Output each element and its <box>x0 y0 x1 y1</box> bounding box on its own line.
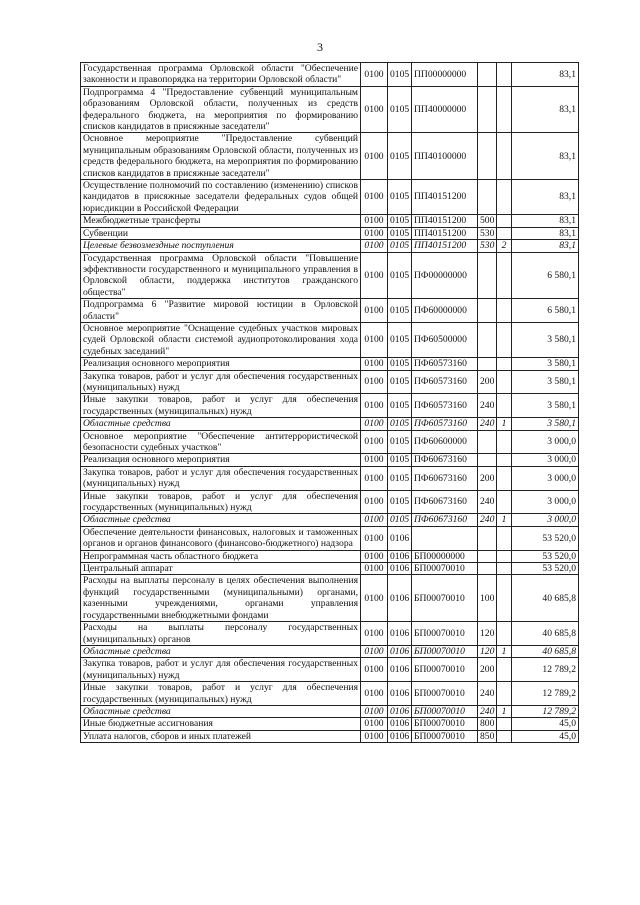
target-article-code-cell: ПП00000000 <box>412 63 478 87</box>
expense-type-code-cell <box>478 133 497 180</box>
amount-cell: 53 520,0 <box>512 563 579 575</box>
section-code-cell: 0100 <box>361 370 388 394</box>
amount-cell: 3 000,0 <box>512 490 579 514</box>
section-code-cell: 0100 <box>361 622 388 646</box>
item-name-cell: Целевые безвозмездные поступления <box>81 240 361 252</box>
funding-source-code-cell <box>497 466 512 490</box>
section-code-cell: 0100 <box>361 563 388 575</box>
item-name-cell: Областные средства <box>81 645 361 657</box>
expense-type-code-cell <box>478 550 497 562</box>
section-code-cell: 0100 <box>361 718 388 730</box>
funding-source-code-cell <box>497 682 512 706</box>
item-name-cell: Центральный аппарат <box>81 563 361 575</box>
item-name-cell: Областные средства <box>81 705 361 717</box>
table-row <box>81 682 579 706</box>
amount-cell: 3 580,1 <box>512 394 579 418</box>
target-article-code-cell: ПФ60600000 <box>412 430 478 454</box>
item-name-cell: Подпрограмма 4 "Предоставление субвенций муниципальным образованиям Орловской области, полученных из средств федерального бюджета, на мероприятия по формированию списков кандидатов в присяжные заседатели" <box>81 86 361 133</box>
target-article-code-cell: БП00070010 <box>412 645 478 657</box>
amount-cell: 83,1 <box>512 86 579 133</box>
subsection-code-cell: 0106 <box>388 658 412 682</box>
amount-cell: 83,1 <box>512 63 579 87</box>
section-code-cell: 0100 <box>361 227 388 239</box>
funding-source-code-cell <box>497 86 512 133</box>
subsection-code-cell: 0106 <box>388 718 412 730</box>
subsection-code-cell: 0105 <box>388 358 412 370</box>
section-code-cell: 0100 <box>361 215 388 227</box>
subsection-code-cell: 0105 <box>388 240 412 252</box>
subsection-code-cell: 0105 <box>388 299 412 323</box>
table-row <box>81 215 579 227</box>
subsection-code-cell: 0106 <box>388 705 412 717</box>
table-row <box>81 718 579 730</box>
item-name-cell: Иные закупки товаров, работ и услуг для обеспечения государственных (муниципальных) нужд <box>81 682 361 706</box>
table-row <box>81 180 579 215</box>
section-code-cell: 0100 <box>361 394 388 418</box>
target-article-code-cell: ПФ60673160 <box>412 490 478 514</box>
amount-cell: 3 580,1 <box>512 322 579 357</box>
target-article-code-cell: БП00070010 <box>412 658 478 682</box>
target-article-code-cell: ПП40151200 <box>412 180 478 215</box>
subsection-code-cell: 0105 <box>388 454 412 466</box>
section-code-cell: 0100 <box>361 240 388 252</box>
subsection-code-cell: 0105 <box>388 466 412 490</box>
subsection-code-cell: 0106 <box>388 526 412 550</box>
expense-type-code-cell <box>478 63 497 87</box>
subsection-code-cell: 0105 <box>388 133 412 180</box>
target-article-code-cell: БП00070010 <box>412 575 478 622</box>
table-row <box>81 575 579 622</box>
amount-cell: 40 685,8 <box>512 645 579 657</box>
table-row <box>81 526 579 550</box>
section-code-cell: 0100 <box>361 86 388 133</box>
funding-source-code-cell <box>497 622 512 646</box>
subsection-code-cell: 0106 <box>388 682 412 706</box>
section-code-cell: 0100 <box>361 682 388 706</box>
amount-cell: 40 685,8 <box>512 575 579 622</box>
subsection-code-cell: 0106 <box>388 645 412 657</box>
expense-type-code-cell: 800 <box>478 718 497 730</box>
section-code-cell: 0100 <box>361 430 388 454</box>
expense-type-code-cell <box>478 563 497 575</box>
expense-type-code-cell <box>478 252 497 299</box>
expense-type-code-cell <box>478 299 497 323</box>
subsection-code-cell: 0105 <box>388 215 412 227</box>
funding-source-code-cell <box>497 322 512 357</box>
funding-source-code-cell <box>497 563 512 575</box>
funding-source-code-cell: 1 <box>497 514 512 526</box>
amount-cell: 83,1 <box>512 215 579 227</box>
expense-type-code-cell: 240 <box>478 490 497 514</box>
item-name-cell: Основное мероприятие "Обеспечение антитеррористической безопасности судебных участков" <box>81 430 361 454</box>
subsection-code-cell: 0105 <box>388 490 412 514</box>
table-row <box>81 550 579 562</box>
target-article-code-cell: ПФ60673160 <box>412 466 478 490</box>
table-row <box>81 645 579 657</box>
funding-source-code-cell: 1 <box>497 645 512 657</box>
section-code-cell: 0100 <box>361 133 388 180</box>
item-name-cell: Закупка товаров, работ и услуг для обеспечения государственных (муниципальных) нужд <box>81 658 361 682</box>
item-name-cell: Государственная программа Орловской области "Повышение эффективности государственного и муниципального управления в Орловской области, поддержка институтов гражданского общества" <box>81 252 361 299</box>
subsection-code-cell: 0105 <box>388 227 412 239</box>
table-row <box>81 63 579 87</box>
item-name-cell: Закупка товаров, работ и услуг для обеспечения государственных (муниципальных) нужд <box>81 370 361 394</box>
table-row <box>81 490 579 514</box>
table-row <box>81 466 579 490</box>
funding-source-code-cell <box>497 526 512 550</box>
subsection-code-cell: 0105 <box>388 180 412 215</box>
subsection-code-cell: 0106 <box>388 550 412 562</box>
amount-cell: 6 580,1 <box>512 299 579 323</box>
table-row <box>81 514 579 526</box>
table-row <box>81 252 579 299</box>
item-name-cell: Иные закупки товаров, работ и услуг для обеспечения государственных (муниципальных) нужд <box>81 394 361 418</box>
expense-type-code-cell: 530 <box>478 227 497 239</box>
budget-table-body <box>81 63 579 743</box>
item-name-cell: Расходы на выплаты персоналу государственных (муниципальных) органов <box>81 622 361 646</box>
funding-source-code-cell: 1 <box>497 418 512 430</box>
expense-type-code-cell: 500 <box>478 215 497 227</box>
table-row <box>81 430 579 454</box>
amount-cell: 3 000,0 <box>512 430 579 454</box>
amount-cell: 12 789,2 <box>512 658 579 682</box>
table-row <box>81 622 579 646</box>
table-row <box>81 705 579 717</box>
funding-source-code-cell <box>497 658 512 682</box>
funding-source-code-cell <box>497 394 512 418</box>
amount-cell: 12 789,2 <box>512 682 579 706</box>
funding-source-code-cell <box>497 370 512 394</box>
expense-type-code-cell: 240 <box>478 514 497 526</box>
expense-type-code-cell: 120 <box>478 622 497 646</box>
table-row <box>81 322 579 357</box>
subsection-code-cell: 0105 <box>388 418 412 430</box>
subsection-code-cell: 0105 <box>388 322 412 357</box>
funding-source-code-cell <box>497 63 512 87</box>
target-article-code-cell: БП00070010 <box>412 682 478 706</box>
target-article-code-cell: БП00070010 <box>412 563 478 575</box>
expense-type-code-cell <box>478 86 497 133</box>
subsection-code-cell: 0106 <box>388 563 412 575</box>
amount-cell: 3 580,1 <box>512 418 579 430</box>
table-row <box>81 358 579 370</box>
target-article-code-cell: ПП40000000 <box>412 86 478 133</box>
table-row <box>81 299 579 323</box>
expense-type-code-cell <box>478 322 497 357</box>
target-article-code-cell: ПП40151200 <box>412 240 478 252</box>
amount-cell: 3 580,1 <box>512 370 579 394</box>
item-name-cell: Уплата налогов, сборов и иных платежей <box>81 730 361 742</box>
target-article-code-cell: ПФ60000000 <box>412 299 478 323</box>
funding-source-code-cell <box>497 454 512 466</box>
item-name-cell: Основное мероприятие "Оснащение судебных участков мировых судей Орловской области системой аудиопротоколирования хода судебных заседаний" <box>81 322 361 357</box>
target-article-code-cell: ПФ60573160 <box>412 358 478 370</box>
funding-source-code-cell <box>497 215 512 227</box>
expense-type-code-cell <box>478 526 497 550</box>
expense-type-code-cell: 200 <box>478 370 497 394</box>
section-code-cell: 0100 <box>361 705 388 717</box>
section-code-cell: 0100 <box>361 252 388 299</box>
item-name-cell: Подпрограмма 6 "Развитие мировой юстиции в Орловской области" <box>81 299 361 323</box>
funding-source-code-cell <box>497 430 512 454</box>
table-row <box>81 227 579 239</box>
funding-source-code-cell: 1 <box>497 705 512 717</box>
table-row <box>81 86 579 133</box>
table-row <box>81 563 579 575</box>
target-article-code-cell: БП00070010 <box>412 622 478 646</box>
amount-cell: 3 580,1 <box>512 358 579 370</box>
item-name-cell: Областные средства <box>81 418 361 430</box>
item-name-cell: Государственная программа Орловской области "Обеспечение законности и правопорядка на территории Орловской области" <box>81 63 361 87</box>
amount-cell: 83,1 <box>512 227 579 239</box>
amount-cell: 53 520,0 <box>512 550 579 562</box>
target-article-code-cell: ПП40151200 <box>412 215 478 227</box>
item-name-cell: Межбюджетные трансферты <box>81 215 361 227</box>
section-code-cell: 0100 <box>361 490 388 514</box>
funding-source-code-cell <box>497 180 512 215</box>
expense-type-code-cell <box>478 430 497 454</box>
subsection-code-cell: 0105 <box>388 514 412 526</box>
section-code-cell: 0100 <box>361 730 388 742</box>
subsection-code-cell: 0106 <box>388 730 412 742</box>
funding-source-code-cell <box>497 227 512 239</box>
item-name-cell: Реализация основного мероприятия <box>81 454 361 466</box>
expense-type-code-cell <box>478 180 497 215</box>
amount-cell: 45,0 <box>512 730 579 742</box>
table-row <box>81 133 579 180</box>
section-code-cell: 0100 <box>361 180 388 215</box>
expense-type-code-cell: 200 <box>478 466 497 490</box>
funding-source-code-cell <box>497 730 512 742</box>
funding-source-code-cell <box>497 490 512 514</box>
target-article-code-cell: ПП40151200 <box>412 227 478 239</box>
expense-type-code-cell: 530 <box>478 240 497 252</box>
section-code-cell: 0100 <box>361 418 388 430</box>
target-article-code-cell: БП00070010 <box>412 705 478 717</box>
item-name-cell: Непрограммная часть областного бюджета <box>81 550 361 562</box>
expense-type-code-cell: 100 <box>478 575 497 622</box>
subsection-code-cell: 0105 <box>388 63 412 87</box>
target-article-code-cell: ПФ60673160 <box>412 514 478 526</box>
funding-source-code-cell <box>497 133 512 180</box>
table-row <box>81 730 579 742</box>
target-article-code-cell: ПФ60673160 <box>412 454 478 466</box>
table-row <box>81 418 579 430</box>
item-name-cell: Областные средства <box>81 514 361 526</box>
funding-source-code-cell <box>497 299 512 323</box>
expense-type-code-cell <box>478 454 497 466</box>
amount-cell: 53 520,0 <box>512 526 579 550</box>
subsection-code-cell: 0105 <box>388 86 412 133</box>
expense-type-code-cell: 850 <box>478 730 497 742</box>
amount-cell: 83,1 <box>512 240 579 252</box>
target-article-code-cell: ПФ00000000 <box>412 252 478 299</box>
item-name-cell: Осуществление полномочий по составлению (изменению) списков кандидатов в присяжные заседатели федеральных судов общей юрисдикции в Российской Федерации <box>81 180 361 215</box>
funding-source-code-cell <box>497 550 512 562</box>
subsection-code-cell: 0105 <box>388 394 412 418</box>
table-row <box>81 454 579 466</box>
subsection-code-cell: 0105 <box>388 430 412 454</box>
section-code-cell: 0100 <box>361 454 388 466</box>
funding-source-code-cell: 2 <box>497 240 512 252</box>
amount-cell: 3 000,0 <box>512 514 579 526</box>
target-article-code-cell: ПП40100000 <box>412 133 478 180</box>
item-name-cell: Расходы на выплаты персоналу в целях обеспечения выполнения функций государственными (муниципальными) органами, казенными учреждениями, органами управления государственными внебюджетными фондами <box>81 575 361 622</box>
amount-cell: 40 685,8 <box>512 622 579 646</box>
table-row <box>81 240 579 252</box>
subsection-code-cell: 0105 <box>388 370 412 394</box>
page-number: 3 <box>317 40 323 54</box>
expense-type-code-cell: 240 <box>478 394 497 418</box>
target-article-code-cell: ПФ60500000 <box>412 322 478 357</box>
target-article-code-cell <box>412 526 478 550</box>
section-code-cell: 0100 <box>361 358 388 370</box>
amount-cell: 83,1 <box>512 180 579 215</box>
subsection-code-cell: 0105 <box>388 252 412 299</box>
subsection-code-cell: 0106 <box>388 622 412 646</box>
section-code-cell: 0100 <box>361 645 388 657</box>
amount-cell: 45,0 <box>512 718 579 730</box>
table-row <box>81 370 579 394</box>
section-code-cell: 0100 <box>361 514 388 526</box>
funding-source-code-cell <box>497 252 512 299</box>
expense-type-code-cell: 240 <box>478 682 497 706</box>
section-code-cell: 0100 <box>361 550 388 562</box>
item-name-cell: Закупка товаров, работ и услуг для обеспечения государственных (муниципальных) нужд <box>81 466 361 490</box>
item-name-cell: Основное мероприятие "Предоставление субвенций муниципальным образованиям Орловской области, полученных из средств федерального бюджета, на мероприятия по формированию списков кандидатов в присяжные заседатели" <box>81 133 361 180</box>
item-name-cell: Обеспечение деятельности финансовых, налоговых и таможенных органов и органов финансового (финансово-бюджетного) надзора <box>81 526 361 550</box>
section-code-cell: 0100 <box>361 466 388 490</box>
item-name-cell: Реализация основного мероприятия <box>81 358 361 370</box>
section-code-cell: 0100 <box>361 526 388 550</box>
target-article-code-cell: БП00070010 <box>412 718 478 730</box>
subsection-code-cell: 0106 <box>388 575 412 622</box>
expense-type-code-cell: 120 <box>478 645 497 657</box>
section-code-cell: 0100 <box>361 575 388 622</box>
funding-source-code-cell <box>497 575 512 622</box>
expense-type-code-cell: 240 <box>478 705 497 717</box>
target-article-code-cell: ПФ60573160 <box>412 370 478 394</box>
item-name-cell: Субвенции <box>81 227 361 239</box>
target-article-code-cell: ПФ60573160 <box>412 394 478 418</box>
expense-type-code-cell: 200 <box>478 658 497 682</box>
amount-cell: 6 580,1 <box>512 252 579 299</box>
item-name-cell: Иные закупки товаров, работ и услуг для обеспечения государственных (муниципальных) нужд <box>81 490 361 514</box>
amount-cell: 3 000,0 <box>512 454 579 466</box>
section-code-cell: 0100 <box>361 658 388 682</box>
amount-cell: 3 000,0 <box>512 466 579 490</box>
amount-cell: 83,1 <box>512 133 579 180</box>
section-code-cell: 0100 <box>361 322 388 357</box>
target-article-code-cell: ПФ60573160 <box>412 418 478 430</box>
expense-type-code-cell: 240 <box>478 418 497 430</box>
section-code-cell: 0100 <box>361 299 388 323</box>
expense-type-code-cell <box>478 358 497 370</box>
item-name-cell: Иные бюджетные ассигнования <box>81 718 361 730</box>
funding-source-code-cell <box>497 718 512 730</box>
funding-source-code-cell <box>497 358 512 370</box>
target-article-code-cell: БП00070010 <box>412 730 478 742</box>
section-code-cell: 0100 <box>361 63 388 87</box>
target-article-code-cell: БП00000000 <box>412 550 478 562</box>
budget-table <box>80 62 579 743</box>
amount-cell: 12 789,2 <box>512 705 579 717</box>
table-row <box>81 394 579 418</box>
table-row <box>81 658 579 682</box>
